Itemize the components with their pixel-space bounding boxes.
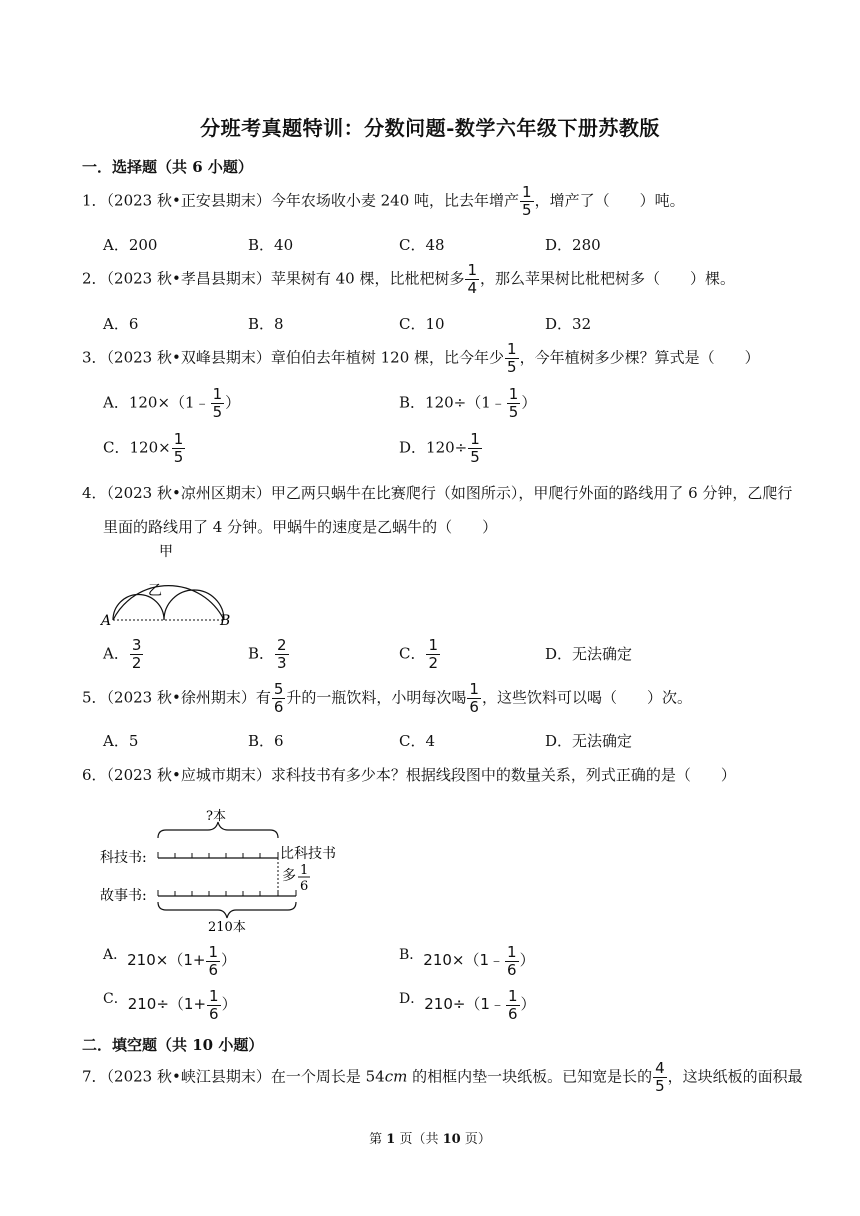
q4-option-c[interactable]: C． $\frac{1}{2}$ [399,636,439,672]
label-b: B [220,613,231,629]
q4-option-a[interactable]: A． $\frac{3}{2}$ [103,636,142,672]
q3-option-b[interactable]: B．120÷（1﹣ $\frac{1}{5}$ ） [399,385,537,421]
question-3 [82,342,760,375]
page-number: 1 [386,1132,396,1147]
note-line-1: 比科技书 [280,846,336,862]
question-4-line-1: 4．（2023 秋•凉州区期末）甲乙两只蜗牛在比赛爬行（如图所示），甲爬行外面的路线用了 6 分钟，乙爬行 [82,484,793,502]
fraction: $\frac{1}{6}$ [507,986,518,1023]
q4-option-b[interactable]: B． $\frac{2}{3}$ [248,636,287,672]
question-5: 5．（2023 秋•徐州期末）有 $\frac{5}{6}$ 升的一瓶饮料，小明每次喝 $\frac{1}{6}$ ，这些饮料可以喝（ ）次。 [82,680,692,716]
fraction: $\frac{1}{2}$ [428,636,439,672]
fraction: $\frac{3}{2}$ [131,636,142,672]
q1-option-c[interactable]: C．48 [399,236,445,254]
page-footer: 第 1 页（共 10 页） [369,1132,491,1147]
q3-option-a[interactable]: A．120×（1﹣ $\frac{1}{5}$ ） [103,385,241,421]
row1-ticks [158,852,278,858]
q5-option-c[interactable]: C．4 [399,732,436,750]
fraction: $\frac{1}{4}$ [467,261,478,297]
bottom-brace [158,902,296,918]
top-label: ?本 [206,809,226,824]
question-6: 6．（2023 秋•应城市期末）求科技书有多少本？根据线段图中的数量关系，列式正确的是（ ） [82,766,736,784]
page-total: 10 [442,1132,461,1147]
line-segment-figure [100,809,350,938]
fraction: $\frac{1}{6}$ [208,942,218,979]
bottom-label: 210本 [208,920,246,935]
note-frac-d: 6 [300,879,309,894]
q6-option-b[interactable]: B．210×（1﹣ $\frac{1}{6}$ ） [399,942,535,979]
question-2-text: 2．（2023 秋•孝昌县期末）苹果树有 40 棵，比枇杷树多 [82,269,465,288]
q6-option-c[interactable]: C．210÷（1+ $\frac{1}{6}$ ） [103,986,237,1023]
top-brace [158,822,278,838]
fraction: $\frac{1}{5}$ [212,385,223,421]
fraction: $\frac{1}{5}$ [470,430,480,466]
fraction: $\frac{1}{5}$ [173,430,184,466]
row2-ticks [158,890,296,896]
note-frac-n: 1 [300,863,309,878]
question-3-text-end: ，今年植树多少棵？算式是（ ） [519,348,760,367]
fraction: $\frac{1}{5}$ [522,183,532,219]
q4-option-d[interactable]: D．无法确定 [545,645,633,663]
fraction: $\frac{1}{5}$ [507,340,517,376]
snail-path-figure [98,540,238,630]
q6-option-d[interactable]: D．210÷（1﹣ $\frac{1}{6}$ ） [399,986,536,1023]
fraction: $\frac{1}{6}$ [469,680,479,716]
q1-option-d[interactable]: D．280 [545,236,601,254]
fraction: $\frac{1}{6}$ [209,986,219,1023]
question-1-text-end: ，增产了（ ）吨。 [534,191,685,210]
fraction: $\frac{5}{6}$ [273,680,284,716]
label-outer: 甲 [159,544,173,560]
question-2-text-end: ，那么苹果树比枇杷树多（ ）棵。 [480,269,736,288]
inner-arc-right [164,590,224,620]
q2-option-d[interactable]: D．32 [545,315,592,333]
fraction: $\frac{1}{5}$ [508,385,519,421]
q5-option-b[interactable]: B．6 [248,732,284,750]
q3-option-c[interactable]: C．120× $\frac{1}{5}$ [103,430,184,466]
question-4-line-2: 里面的路线用了 4 分钟。甲蜗牛的速度是乙蜗牛的（ ） [103,518,498,536]
outer-arc [113,586,224,620]
question-2 [82,263,735,296]
question-3-text: 3．（2023 秋•双峰县期末）章伯伯去年植树 120 棵，比今年少 [82,348,505,367]
question-1-text: 1．（2023 秋•正安县期末）今年农场收小麦 240 吨，比去年增产 [82,191,520,210]
q3-option-d[interactable]: D．120÷ $\frac{1}{5}$ [399,430,480,466]
q2-option-c[interactable]: C．10 [399,315,445,333]
q1-option-b[interactable]: B．40 [248,236,294,254]
question-7: 7．（2023 秋•峡江县期末）在一个周长是 54cm 的相框内垫一块纸板。已知宽是长的 $\frac{4}{5}$ ，这块纸板的面积最 [82,1059,803,1095]
q1-option-a[interactable]: A．200 [103,236,158,254]
q6-option-a[interactable]: A．210×（1+ $\frac{1}{6}$ ） [103,942,236,979]
question-1 [82,185,685,218]
q2-option-a[interactable]: A．6 [103,315,139,333]
section-heading-fill: 二．填空题（共 10 小题） [82,1036,264,1054]
fraction: $\frac{4}{5}$ [655,1059,665,1095]
row2-label: 故事书: [100,888,147,904]
row1-label: 科技书: [100,850,147,866]
label-a: A [101,613,112,629]
note-line-2: 多 [282,868,296,884]
label-inner: 乙 [148,583,162,599]
fraction: $\frac{2}{3}$ [277,636,287,672]
section-heading-choice: 一．选择题（共 6 小题） [82,158,253,176]
q5-option-a[interactable]: A．5 [103,732,139,750]
page-title: 分班考真题特训：分数问题-数学六年级下册苏教版 [200,116,660,140]
fraction: $\frac{1}{6}$ [507,942,517,979]
q5-option-d[interactable]: D．无法确定 [545,732,633,750]
q2-option-b[interactable]: B．8 [248,315,284,333]
